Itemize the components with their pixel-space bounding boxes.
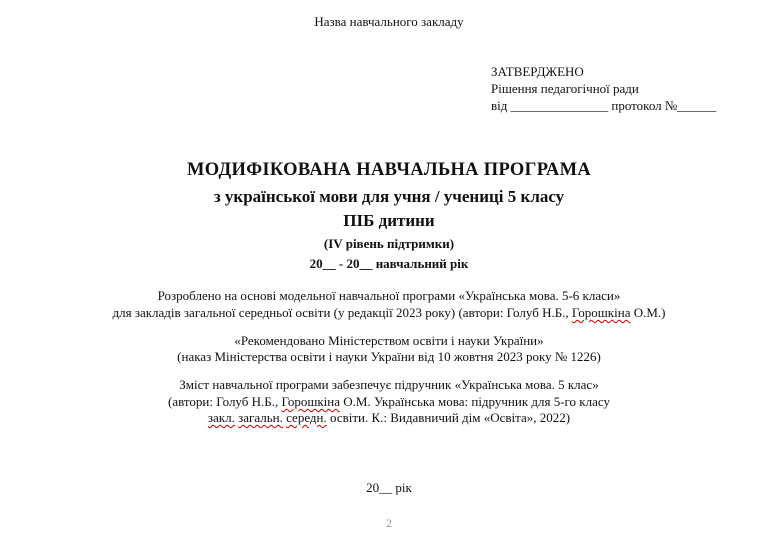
document-subtitle: з української мови для учня / учениці 5 класу [213, 187, 565, 206]
support-level: (IV рівень підтримки) [323, 236, 455, 251]
academic-year: 20__ - 20__ навчальний рік [309, 256, 469, 271]
textbook-line-2 [0, 394, 762, 410]
recommended-line-2: (наказ Міністерства освіти і науки України від 10 жовтня 2023 року № 1226) [177, 349, 601, 364]
textbook-text: (автори: Голуб Н.Б., [168, 394, 282, 409]
approval-line-1: Рішення педагогічної ради [491, 81, 639, 96]
spellcheck-word: загальн. [238, 410, 283, 425]
document-title: МОДИФІКОВАНА НАВЧАЛЬНА ПРОГРАМА [186, 160, 592, 180]
document-year: 20__ рік [366, 480, 412, 495]
institution-name: Назва навчального закладу [314, 14, 464, 29]
child-name-placeholder: ПІБ дитини [343, 211, 435, 230]
spellcheck-word: закл. [207, 410, 235, 425]
basis-line-1: Розроблено на основі модельної навчальної програми «Українська мова. 5-6 класи» [157, 288, 621, 303]
textbook-line-1: Зміст навчальної програми забезпечує підручник «Українська мова. 5 клас» [179, 377, 599, 392]
approval-line-2: від _______________ протокол №______ [491, 98, 717, 113]
spellcheck-word: середн. [286, 410, 327, 425]
spellcheck-word: Горошкіна [281, 394, 341, 409]
page-number: 2 [386, 516, 392, 530]
basis-text: О.М.) [630, 305, 666, 320]
approval-title: ЗАТВЕРДЖЕНО [491, 64, 584, 79]
textbook-text: освіти. К.: Видавничий дім «Освіта», 2022) [326, 410, 571, 425]
recommended-line-1: «Рекомендовано Міністерством освіти і науки України» [234, 333, 544, 348]
basis-text: для закладів загальної середньої освіти (у редакції 2023 року) (автори: Голуб Н.Б., [112, 305, 572, 320]
textbook-text: О.М. Українська мова: підручник для 5-го класу [340, 394, 610, 409]
basis-line-2 [0, 305, 762, 321]
spellcheck-word: Горошкіна [571, 305, 631, 320]
textbook-line-3 [0, 410, 762, 426]
